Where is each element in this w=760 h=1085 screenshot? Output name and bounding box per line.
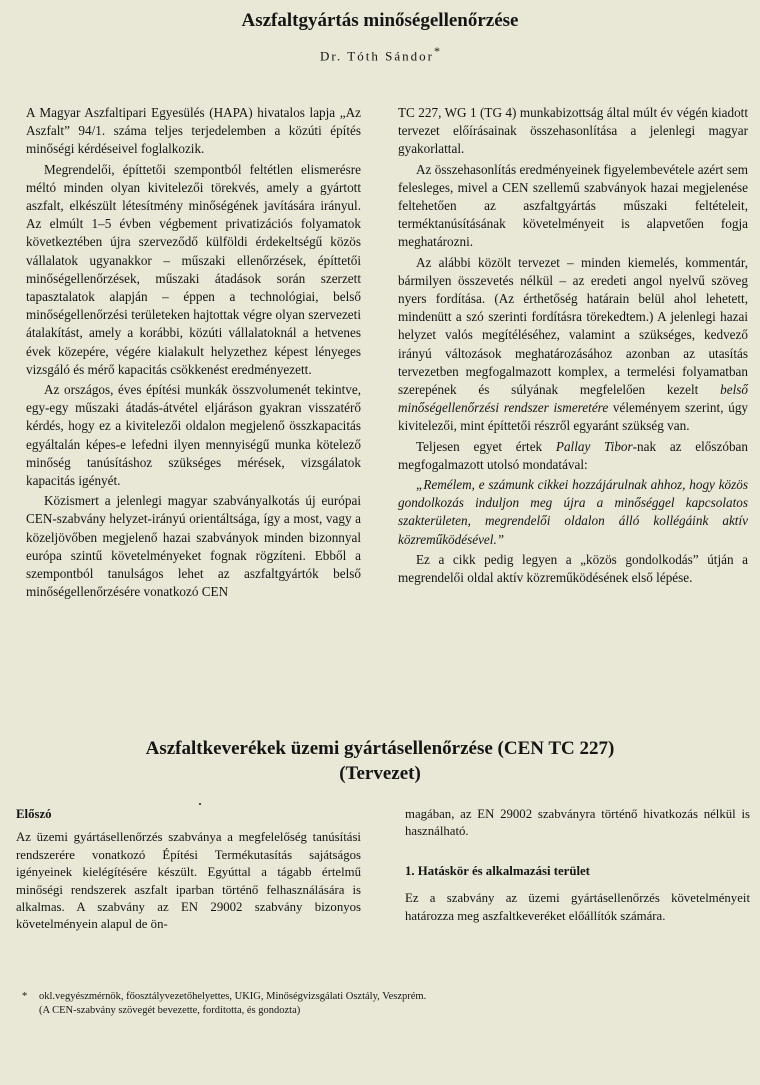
author-name: Dr. Tóth Sándor xyxy=(320,48,434,64)
scope-heading: 1. Hatáskör és alkalmazási terület xyxy=(405,863,590,878)
foreword-paragraph: Az üzemi gyártásellenőrzés szabványa a megfelelőség tanúsítási rendszerére vonatkozó Építési Termékutasítás sajátságos igényeinek kielégítésére készült. Egyúttal a tágabb értelmű minőségi rendszerek aszfalt iparban történő felhasználására is alkalmas. A szabvány az EN 29002 szabvány bizonyos követelményein alapul de ön- xyxy=(16,830,361,932)
intro-paragraph: A Magyar Aszfaltipari Egyesülés (HAPA) hivatalos lapja „Az Aszfalt” 94/1. száma teljes terjedelemben a közúti építés minőségi kérdéseivel foglalkozik. xyxy=(26,105,361,157)
paragraph-text: -nak az előszóban megfogalmazott utolsó mondatával: xyxy=(398,438,749,472)
body-paragraph xyxy=(398,254,748,436)
footnote xyxy=(22,990,622,1018)
section-right-column xyxy=(405,806,750,925)
body-paragraph: magában, az EN 29002 szabványra történő hivatkozás nélkül is használható. xyxy=(405,807,750,839)
body-paragraph: Az összehasonlítás eredményeinek figyelembevétele azért sem felesleges, mivel a CEN szellemű szabványok hazai megjelenése feltehetően az aszfaltgyártás műszaki feltételeit, terméktanúsításának követelményeit is alapvetően fogja meghatározni. xyxy=(398,161,748,250)
body-paragraph: TC 227, WG 1 (TG 4) munkabizottság által múlt év végén kiadott tervezet előírásainak összehasonlítása a jelenlegi magyar gyakorlattal. xyxy=(398,105,748,157)
body-paragraph: Az országos, éves építési munkák összvolumenét tekintve, egy-egy műszaki átadás-átvétel eljáráson gyakran visszatérő kérdés, hogy ez a kivitelezői oldalon megjelenő összkapacitás egyáltalán képes-e lefedni ilyen mennyiségű munka kötelező minőség tanúsításhoz szükséges mérések, vizsgálatok kapacitás igényét. xyxy=(26,382,361,489)
author-footnote-mark: * xyxy=(433,44,440,58)
scope-paragraph: Ez a szabvány az üzemi gyártásellenőrzés követelményeit határozza meg aszfaltkeveréket előállítók számára. xyxy=(405,891,750,923)
footnote-line: (A CEN-szabvány szövegét bevezette, fordította, és gondozta) xyxy=(39,1005,301,1016)
emphasis-name: Pallay Tibor xyxy=(555,438,633,454)
paragraph-text: véleményem szerint, úgy kivitelezői, mint építtetői részről egyaránt szükség van. xyxy=(398,400,749,434)
article-author xyxy=(0,44,760,64)
quote-paragraph: „Remélem, e számunk cikkei hozzájárulnak ahhoz, hogy közös gondolkozás induljon meg újra a minőséggel kapcsolatos szakterületen, megrendelői oldalon álló kollégáink aktív közreműködésével.” xyxy=(398,477,748,547)
section-title xyxy=(0,736,760,786)
body-paragraph: Ez a cikk pedig legyen a „közös gondolkodás” útján a megrendelői oldal aktív közreműködésének első lépése. xyxy=(398,551,748,586)
section-subtitle: (Tervezet) xyxy=(339,763,421,784)
article-right-column xyxy=(398,104,748,589)
footnote-line: okl.vegyészmérnök, főosztályvezetőhelyettes, UKIG, Minőségvizsgálati Osztály, Veszprém. xyxy=(39,991,427,1002)
section-left-column xyxy=(16,806,361,934)
speck xyxy=(199,803,201,805)
article-left-column xyxy=(26,104,361,603)
section-title-line: Aszfaltkeverékek üzemi gyártásellenőrzése (CEN TC 227) xyxy=(145,738,615,759)
footnote-mark: * xyxy=(22,991,28,1002)
paragraph-text: Teljesen egyet értek xyxy=(416,438,556,454)
body-paragraph xyxy=(398,438,748,474)
emphasis-text: belső minőségellenőrzési rendszer ismeretére xyxy=(398,382,748,416)
paragraph-text: Az alábbi közölt tervezet – minden kiemelés, kommentár, bármilyen összevetés nélkül – az eredeti angol nyelvű szöveg nyers fordítása. (Az érthetőség határain belül ahol lehetett, mindenütt a szó szerinti fordításra törekedtem.) A jelenlegi hazai helyzet valós megítéléséhez, valamint a szükséges, kedvező irányú változások meghatározásához azonban az utasítás tervezetben megfogalmazott komplex, a termelési folyamatban szerepének és súlyának megfelelően kezelt xyxy=(398,254,748,398)
body-paragraph: Közismert a jelenlegi magyar szabványalkotás új európai CEN-szabvány helyzet-irányú orientáltsága, így a most, vagy a közeljövőben megjelenő hazai szabványok minden bizonnyal európa szintű követelményeket fognak rögzíteni. Ebből a szempontból tanulságos lehet az aszfaltgyártók belső minőségellenőrzésére vonatkozó CEN xyxy=(26,493,361,600)
body-paragraph: Megrendelői, építtetői szempontból feltétlen elismerésre méltó minden olyan kivitelezői törekvés, amely a gyártott aszfalt, elkészült létesítmény minőségének javítására irányul. Az elmúlt 1–5 évben végbement privatizációs folyamatok következtében újra szerveződő külföldi érdekeltségű közös vállalatok ugyanakkor – műszaki ellenőrzések, építtetői minőségellenőrzések, műszaki átadások során szerzett tapasztalatok alapján – éppen a technológiai, belső minőségellenőrzési területeken hajtottak végre olyan szervezeti átalakítást, amely a korábbi, közúti vállalatoknál a hetvenes évek közepére, végére kialakult helyzethez képest lényeges vizsgáló és mérő kapacitás csökkenést eredményezett. xyxy=(26,161,361,377)
article-title: Aszfaltgyártás minőségellenőrzése xyxy=(241,10,519,31)
foreword-heading: Előszó xyxy=(16,807,52,821)
